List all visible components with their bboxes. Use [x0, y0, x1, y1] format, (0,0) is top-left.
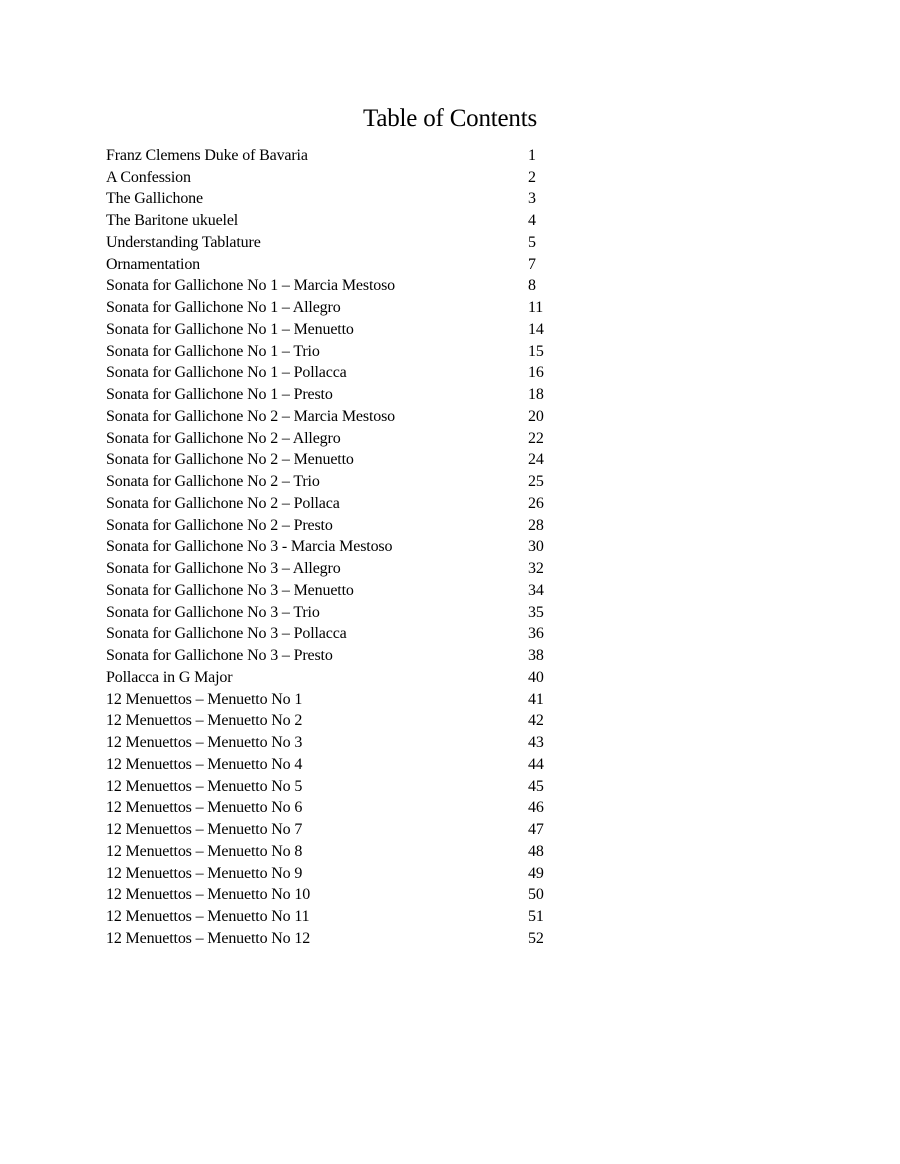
toc-entry-page: 1 [528, 146, 536, 164]
toc-entry-title: The Baritone ukuelel [106, 212, 239, 230]
toc-entry-page: 32 [528, 560, 544, 578]
toc-row [106, 580, 566, 602]
toc-entry-page: 2 [528, 168, 536, 186]
toc-row [106, 819, 566, 841]
toc-entry-title: Sonata for Gallichone No 2 – Trio [106, 473, 320, 491]
toc-entry-title: 12 Menuettos – Menuetto No 3 [106, 734, 303, 752]
toc-entry-page: 41 [528, 690, 544, 708]
toc-entry-title: Ornamentation [106, 255, 201, 273]
toc-entry-page: 26 [528, 494, 544, 512]
toc-entry-title: Pollacca in G Major [106, 668, 233, 686]
toc-entry-page: 36 [528, 625, 544, 643]
toc-row [106, 450, 566, 472]
toc-entry-title: 12 Menuettos – Menuetto No 9 [106, 864, 303, 882]
toc-list [106, 145, 566, 950]
toc-row [106, 232, 566, 254]
toc-entry-page: 16 [528, 364, 544, 382]
toc-row [106, 363, 566, 385]
toc-row [106, 645, 566, 667]
toc-entry-page: 51 [528, 908, 544, 926]
toc-entry-page: 14 [528, 320, 544, 338]
toc-row [106, 776, 566, 798]
toc-entry-title: 12 Menuettos – Menuetto No 7 [106, 821, 303, 839]
toc-entry-page: 15 [528, 342, 544, 360]
toc-row [106, 885, 566, 907]
toc-row [106, 906, 566, 928]
toc-entry-title: The Gallichone [106, 190, 203, 208]
toc-entry-title: Sonata for Gallichone No 3 – Trio [106, 603, 320, 621]
toc-entry-title: Sonata for Gallichone No 1 – Allegro [106, 299, 341, 317]
toc-row [106, 711, 566, 733]
toc-entry-page: 25 [528, 473, 544, 491]
toc-entry-page: 48 [528, 842, 544, 860]
toc-entry-page: 30 [528, 538, 544, 556]
toc-entry-title: Sonata for Gallichone No 1 – Pollacca [106, 364, 347, 382]
toc-row [106, 732, 566, 754]
toc-row [106, 863, 566, 885]
toc-row [106, 493, 566, 515]
toc-entry-title: 12 Menuettos – Menuetto No 11 [106, 908, 310, 926]
toc-entry-page: 24 [528, 451, 544, 469]
toc-entry-title: Sonata for Gallichone No 3 - Marcia Mestoso [106, 538, 393, 556]
toc-entry-title: Sonata for Gallichone No 2 – Marcia Mestoso [106, 407, 396, 425]
toc-row [106, 841, 566, 863]
toc-row [106, 537, 566, 559]
toc-entry-title: 12 Menuettos – Menuetto No 8 [106, 842, 303, 860]
toc-entry-title: Sonata for Gallichone No 3 – Pollacca [106, 625, 347, 643]
toc-entry-page: 11 [528, 299, 544, 317]
toc-row [106, 428, 566, 450]
toc-entry-title: Sonata for Gallichone No 2 – Presto [106, 516, 333, 534]
toc-entry-title: 12 Menuettos – Menuetto No 10 [106, 886, 311, 904]
toc-entry-page: 34 [528, 581, 544, 599]
toc-row [106, 754, 566, 776]
toc-entry-title: Sonata for Gallichone No 3 – Allegro [106, 560, 341, 578]
toc-row [106, 624, 566, 646]
toc-entry-page: 20 [528, 407, 544, 425]
toc-entry-title: Sonata for Gallichone No 2 – Menuetto [106, 451, 354, 469]
toc-row [106, 189, 566, 211]
toc-entry-page: 45 [528, 777, 544, 795]
toc-row [106, 667, 566, 689]
toc-entry-page: 40 [528, 668, 544, 686]
toc-entry-page: 35 [528, 603, 544, 621]
toc-entry-page: 47 [528, 821, 544, 839]
toc-entry-page: 5 [528, 233, 536, 251]
toc-entry-page: 52 [528, 929, 544, 947]
toc-entry-page: 28 [528, 516, 544, 534]
toc-entry-title: 12 Menuettos – Menuetto No 6 [106, 799, 303, 817]
toc-row [106, 384, 566, 406]
toc-entry-title: Franz Clemens Duke of Bavaria [106, 146, 308, 164]
toc-entry-page: 22 [528, 429, 544, 447]
toc-row [106, 297, 566, 319]
toc-entry-title: Sonata for Gallichone No 3 – Presto [106, 647, 333, 665]
toc-entry-page: 38 [528, 647, 544, 665]
toc-row [106, 406, 566, 428]
toc-row [106, 798, 566, 820]
toc-row [106, 145, 566, 167]
toc-row [106, 558, 566, 580]
toc-entry-page: 43 [528, 734, 544, 752]
toc-row [106, 928, 566, 950]
toc-entry-title: 12 Menuettos – Menuetto No 2 [106, 712, 303, 730]
toc-entry-title: 12 Menuettos – Menuetto No 5 [106, 777, 303, 795]
toc-entry-page: 8 [528, 277, 536, 295]
toc-entry-page: 4 [528, 212, 536, 230]
toc-entry-page: 49 [528, 864, 544, 882]
toc-row [106, 515, 566, 537]
toc-entry-page: 18 [528, 386, 544, 404]
toc-row [106, 471, 566, 493]
toc-entry-title: Sonata for Gallichone No 1 – Menuetto [106, 320, 354, 338]
toc-row [106, 319, 566, 341]
toc-entry-page: 3 [528, 190, 536, 208]
toc-entry-title: 12 Menuettos – Menuetto No 4 [106, 755, 303, 773]
toc-row [106, 167, 566, 189]
toc-row [106, 602, 566, 624]
toc-entry-title: Sonata for Gallichone No 1 – Marcia Mestoso [106, 277, 396, 295]
toc-entry-page: 44 [528, 755, 544, 773]
toc-entry-title: Sonata for Gallichone No 1 – Presto [106, 386, 333, 404]
toc-row [106, 276, 566, 298]
toc-entry-title: 12 Menuettos – Menuetto No 12 [106, 929, 311, 947]
toc-entry-page: 50 [528, 886, 544, 904]
toc-entry-title: A Confession [106, 168, 191, 186]
toc-row [106, 689, 566, 711]
page-title: Table of Contents [363, 105, 537, 132]
toc-entry-title: Sonata for Gallichone No 1 – Trio [106, 342, 320, 360]
toc-row [106, 210, 566, 232]
toc-entry-title: Sonata for Gallichone No 2 – Pollaca [106, 494, 340, 512]
toc-row [106, 254, 566, 276]
toc-entry-page: 46 [528, 799, 544, 817]
toc-entry-page: 7 [528, 255, 536, 273]
toc-entry-title: 12 Menuettos – Menuetto No 1 [106, 690, 303, 708]
toc-entry-title: Sonata for Gallichone No 2 – Allegro [106, 429, 341, 447]
toc-row [106, 341, 566, 363]
toc-entry-title: Understanding Tablature [106, 233, 261, 251]
toc-entry-title: Sonata for Gallichone No 3 – Menuetto [106, 581, 354, 599]
toc-entry-page: 42 [528, 712, 544, 730]
